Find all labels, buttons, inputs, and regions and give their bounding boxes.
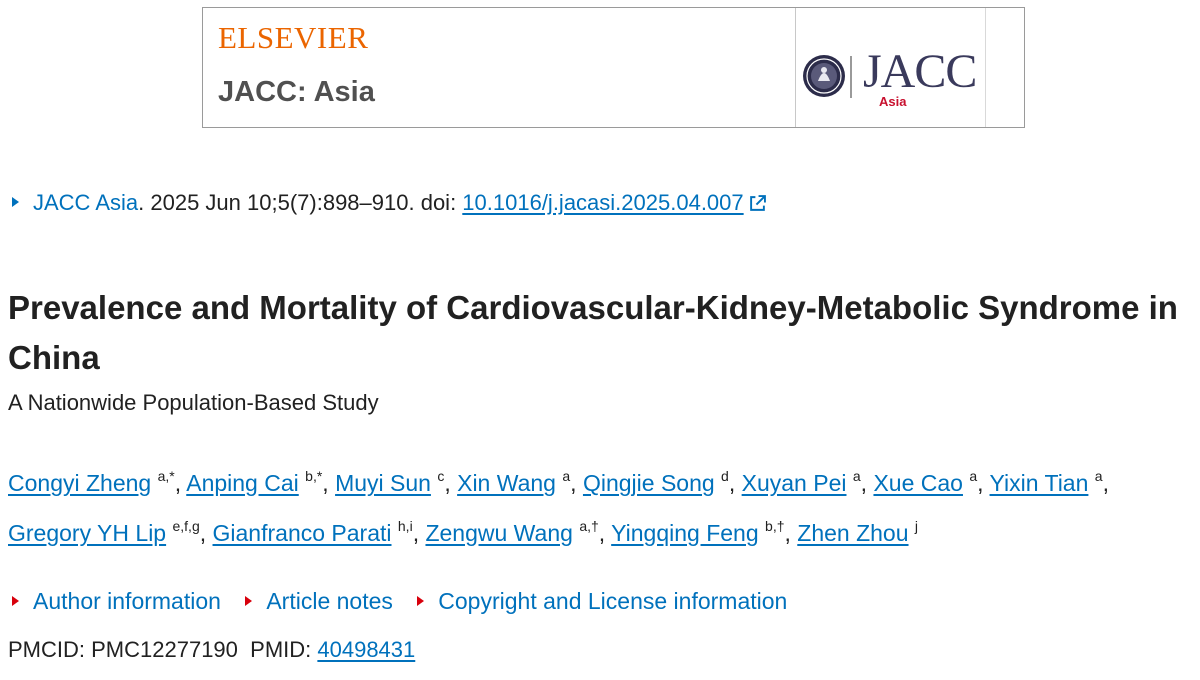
copyright-toggle[interactable] [417, 588, 787, 614]
author-affiliation[interactable]: d [721, 468, 729, 484]
pmcid-label: PMCID: [8, 637, 92, 662]
pmcid-value: PMC12277190 [91, 637, 238, 662]
journal-link[interactable]: JACC Asia [33, 190, 139, 215]
author-affiliation[interactable]: a [852, 468, 861, 484]
author-information-toggle[interactable] [12, 588, 221, 614]
author-affiliation[interactable]: a,* [157, 468, 175, 484]
expand-triangle-icon [245, 596, 252, 606]
author-link[interactable]: Xin Wang [457, 470, 556, 496]
author-affiliation[interactable]: b,* [305, 468, 323, 484]
logo-separator [850, 56, 852, 98]
article-title: Prevalence and Mortality of Cardiovascular-Kidney-Metabolic Syndrome in China [8, 289, 1178, 376]
article-subtitle: A Nationwide Population-Based Study [8, 390, 379, 415]
copyright-link[interactable]: Copyright and License information [438, 588, 788, 614]
pmid-link[interactable]: 40498431 [317, 637, 416, 662]
journal-seal-icon [801, 53, 847, 99]
article-notes-toggle[interactable] [245, 588, 393, 614]
author-list: Congyi Zheng $^{a,*}$, Anping Cai $^{b,*}$, Muyi Sun $^c$, Xin Wang $^a$, Qingjie Song $^d$, Xuyan Pei $^a$, Xue Cao $^a$, Yixin Tian $^a$, Gregory YH Lip $^{e,f,g}$, Gianfranco Parati $^{h,i}$, Zengwu Wang $^{a,\dagger}$, Yingqing Feng $^{b,\dagger}$, Zhen Zhou $^j$ [8, 468, 1109, 546]
author-affiliation[interactable]: a [562, 468, 571, 484]
author-link[interactable]: Xue Cao [873, 470, 963, 496]
author-link[interactable]: Yixin Tian [989, 470, 1089, 496]
pmid-label: PMID: [250, 637, 318, 662]
author-link[interactable]: Xuyan Pei [741, 470, 847, 496]
banner-divider-right [985, 8, 986, 127]
author-affiliation[interactable]: h,i [397, 518, 413, 534]
external-link-icon[interactable] [749, 195, 766, 212]
citation-line [12, 190, 766, 216]
author-information-link[interactable]: Author information [33, 588, 221, 614]
author-affiliation[interactable]: a,† [579, 518, 599, 534]
author-affiliation[interactable]: a [969, 468, 978, 484]
journal-name: JACC: Asia [218, 76, 375, 108]
author-affiliation[interactable]: a [1094, 468, 1103, 484]
author-affiliation[interactable]: b,† [765, 518, 785, 534]
journal-banner[interactable] [202, 7, 1025, 128]
author-affiliation[interactable]: j [914, 518, 919, 534]
author-link[interactable]: Congyi Zheng [8, 470, 152, 496]
publisher-logo: ELSEVIER [218, 20, 369, 55]
doi-link[interactable]: 10.1016/j.jacasi.2025.04.007 [462, 190, 744, 215]
jacc-logo-subtext: Asia [879, 94, 907, 109]
article-info-toggles [12, 588, 805, 615]
article-ids [8, 637, 415, 663]
citation-details: . 2025 Jun 10;5(7):898–910. doi: [138, 190, 463, 215]
author-link[interactable]: Zengwu Wang [425, 520, 573, 546]
expand-triangle-icon[interactable] [12, 197, 19, 207]
author-link[interactable]: Yingqing Feng [611, 520, 759, 546]
author-link[interactable]: Muyi Sun [335, 470, 431, 496]
author-link[interactable]: Gianfranco Parati [212, 520, 392, 546]
author-affiliation[interactable]: c [437, 468, 445, 484]
banner-divider [795, 8, 796, 127]
author-link[interactable]: Anping Cai [186, 470, 299, 496]
jacc-logo: JACC [863, 45, 977, 98]
expand-triangle-icon [12, 596, 19, 606]
article-notes-link[interactable]: Article notes [266, 588, 393, 614]
author-link[interactable]: Qingjie Song [582, 470, 715, 496]
author-affiliation[interactable]: e,f,g [172, 518, 200, 534]
author-link[interactable]: Zhen Zhou [797, 520, 909, 546]
author-link[interactable]: Gregory YH Lip [8, 520, 167, 546]
expand-triangle-icon [417, 596, 424, 606]
